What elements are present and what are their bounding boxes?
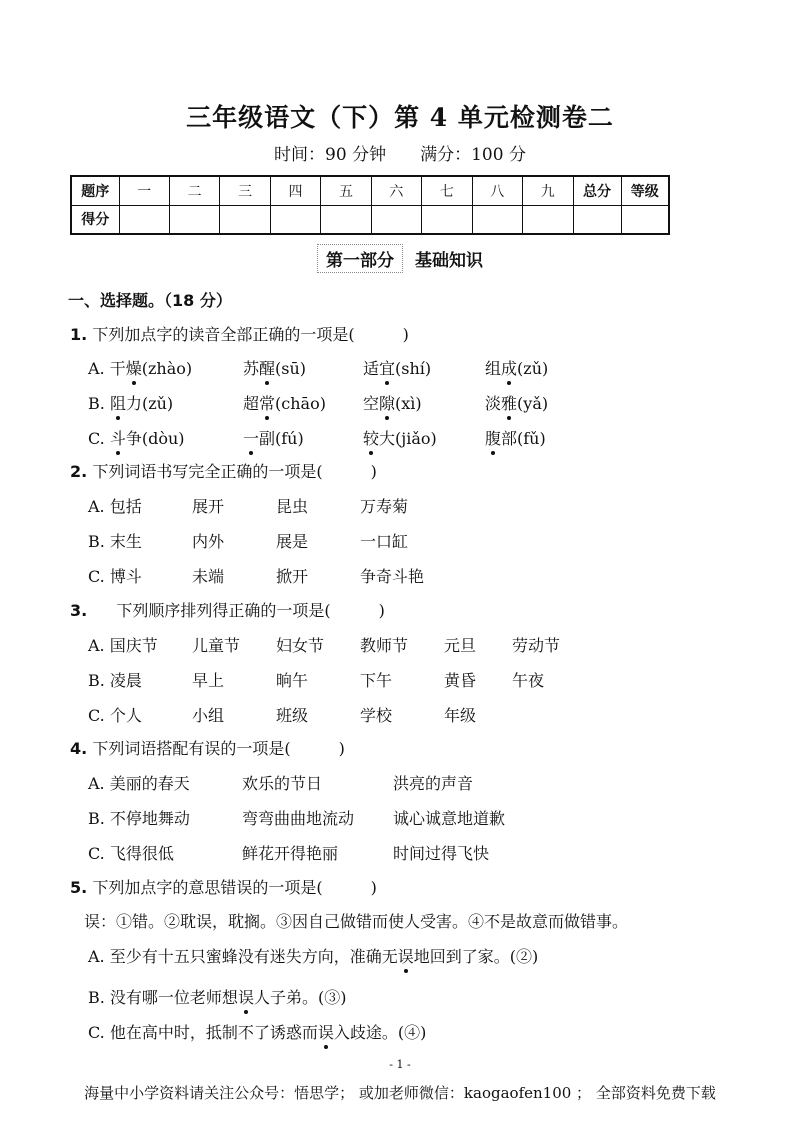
option-item: A. 国庆节 bbox=[88, 636, 158, 655]
score-table-score-row bbox=[71, 205, 669, 234]
question-paren-close: ) bbox=[378, 601, 385, 620]
col-total: 总分 bbox=[573, 176, 621, 205]
question-text: 下列加点字的意思错误的一项是( bbox=[92, 878, 323, 897]
dotted-char: 斗 bbox=[110, 426, 126, 449]
question-text: 下列词语搭配有误的一项是( bbox=[92, 739, 291, 758]
score-cell bbox=[422, 205, 472, 234]
time-limit: 时间：90 分钟 bbox=[274, 145, 387, 165]
question-number: 4. bbox=[70, 739, 88, 758]
score-table-header-row bbox=[71, 176, 669, 205]
part-label: 第一部分 bbox=[317, 244, 403, 273]
question-paren-close: ) bbox=[402, 325, 409, 344]
option-item: 争奇斗艳 bbox=[360, 567, 425, 586]
option-item: 早上 bbox=[192, 671, 225, 690]
option-item: 班级 bbox=[276, 706, 309, 725]
question-text: 下列词语书写完全正确的一项是( bbox=[92, 462, 323, 481]
question-paren-close: ) bbox=[370, 878, 377, 897]
col-3: 三 bbox=[220, 176, 270, 205]
dotted-char: 误 bbox=[238, 985, 254, 1008]
dotted-char: 误 bbox=[398, 944, 414, 967]
dotted-char: 常 bbox=[259, 391, 275, 414]
option-item: 淡雅(yǎ) bbox=[485, 391, 548, 414]
option-item: B. 阻力(zǔ) bbox=[88, 391, 173, 414]
col-7: 七 bbox=[422, 176, 472, 205]
option-item: 超常(chāo) bbox=[243, 391, 326, 414]
option-item: 一口缸 bbox=[360, 532, 409, 551]
dotted-char: 较 bbox=[363, 426, 379, 449]
score-cell bbox=[321, 205, 371, 234]
option-item: 洪亮的声音 bbox=[393, 774, 474, 793]
question-number: 3. bbox=[70, 601, 88, 620]
dotted-char: 隙 bbox=[379, 391, 395, 414]
option-item: 较大(jiǎo) bbox=[363, 426, 437, 449]
option-item: 展开 bbox=[192, 497, 225, 516]
option-item: B. 不停地舞动 bbox=[88, 809, 190, 828]
option-b: B. 没有哪一位老师想误人子弟。(③) bbox=[88, 985, 346, 1008]
option-item: A. 美丽的春天 bbox=[88, 774, 190, 793]
option-item: 儿童节 bbox=[192, 636, 241, 655]
dotted-char: 醒 bbox=[259, 356, 275, 379]
option-item: 劳动节 bbox=[512, 636, 561, 655]
option-item: 昆虫 bbox=[276, 497, 309, 516]
option-item: 弯弯曲曲地流动 bbox=[242, 809, 355, 828]
col-2: 二 bbox=[169, 176, 219, 205]
col-6: 六 bbox=[371, 176, 421, 205]
option-item: C. 个人 bbox=[88, 706, 142, 725]
option-item: 黄昏 bbox=[444, 671, 477, 690]
option-item: 空隙(xì) bbox=[363, 391, 422, 414]
option-item: 万寿菊 bbox=[360, 497, 409, 516]
option-item: 鲜花开得艳丽 bbox=[242, 844, 339, 863]
col-9: 九 bbox=[523, 176, 574, 205]
option-item: 晌午 bbox=[276, 671, 309, 690]
option-item: 组成(zǔ) bbox=[485, 356, 548, 379]
col-grade: 等级 bbox=[621, 176, 669, 205]
full-score: 满分：100 分 bbox=[420, 145, 526, 165]
col-1: 一 bbox=[119, 176, 169, 205]
dotted-char: 宜 bbox=[379, 356, 395, 379]
score-cell bbox=[169, 205, 219, 234]
option-item: B. 末生 bbox=[88, 532, 142, 551]
option-item: 展是 bbox=[276, 532, 309, 551]
exam-info bbox=[0, 140, 800, 165]
definition-line: 误：①错。②耽误，耽搁。③因自己做错而使人受害。④不是故意而做错事。 bbox=[84, 912, 629, 931]
page-number: - 1 - bbox=[389, 1058, 411, 1071]
question-4 bbox=[70, 736, 345, 759]
option-item: 适宜(shí) bbox=[363, 356, 431, 379]
score-cell bbox=[270, 205, 320, 234]
option-item: 午夜 bbox=[512, 671, 545, 690]
question-5 bbox=[70, 875, 377, 898]
dotted-char: 阻 bbox=[110, 391, 126, 414]
section-heading: 一、选择题。（18 分） bbox=[68, 291, 232, 310]
col-8: 八 bbox=[472, 176, 522, 205]
question-number: 2. bbox=[70, 462, 88, 481]
question-text: 下列顺序排列得正确的一项是( bbox=[116, 601, 331, 620]
option-item: 教师节 bbox=[360, 636, 409, 655]
option-item: 妇女节 bbox=[276, 636, 325, 655]
option-item: A. 包括 bbox=[88, 497, 142, 516]
question-2 bbox=[70, 459, 377, 482]
option-item: 时间过得飞快 bbox=[393, 844, 490, 863]
question-paren-close: ) bbox=[338, 739, 345, 758]
score-cell bbox=[523, 205, 574, 234]
score-cell bbox=[220, 205, 270, 234]
part-title: 基础知识 bbox=[415, 251, 483, 271]
option-item: 小组 bbox=[192, 706, 225, 725]
option-item: B. 凌晨 bbox=[88, 671, 142, 690]
dotted-char: 雅 bbox=[501, 391, 517, 414]
question-paren-close: ) bbox=[370, 462, 377, 481]
question-1 bbox=[70, 322, 409, 345]
dotted-char: 误 bbox=[318, 1020, 334, 1043]
dotted-char: 腹 bbox=[485, 426, 501, 449]
col-4: 四 bbox=[270, 176, 320, 205]
score-cell bbox=[119, 205, 169, 234]
option-item: 苏醒(sū) bbox=[243, 356, 306, 379]
option-item: 掀开 bbox=[276, 567, 309, 586]
score-cell bbox=[573, 205, 621, 234]
col-5: 五 bbox=[321, 176, 371, 205]
option-item: 年级 bbox=[444, 706, 477, 725]
option-item: 未端 bbox=[192, 567, 225, 586]
row-header-score: 得分 bbox=[71, 205, 119, 234]
footer-note: 海量中小学资料请关注公众号：悟思学； 或加老师微信：kaogaofen100 ； 全部资料免费下载 bbox=[84, 1084, 716, 1102]
dotted-char: 燥 bbox=[126, 356, 142, 379]
option-item: 一副(fú) bbox=[243, 426, 304, 449]
option-item: 学校 bbox=[360, 706, 393, 725]
option-item: 腹部(fǔ) bbox=[485, 426, 546, 449]
option-item: 诚心诚意地道歉 bbox=[393, 809, 506, 828]
option-item: 下午 bbox=[360, 671, 393, 690]
score-cell bbox=[371, 205, 421, 234]
score-cell bbox=[621, 205, 669, 234]
option-item: A. 干燥(zhào) bbox=[88, 356, 192, 379]
question-number: 1. bbox=[70, 325, 88, 344]
question-3 bbox=[70, 598, 385, 621]
score-table bbox=[70, 175, 670, 235]
question-number: 5. bbox=[70, 878, 88, 897]
row-header-order: 题序 bbox=[71, 176, 119, 205]
dotted-char: 一 bbox=[243, 426, 259, 449]
page-title: 三年级语文（下）第 4 单元检测卷二 bbox=[186, 103, 614, 132]
part-heading bbox=[0, 244, 800, 273]
option-item: C. 博斗 bbox=[88, 567, 142, 586]
dotted-char: 成 bbox=[501, 356, 517, 379]
option-c: C. 他在高中时，抵制不了诱惑而误入歧途。(④) bbox=[88, 1020, 426, 1043]
score-cell bbox=[472, 205, 522, 234]
option-item: 内外 bbox=[192, 532, 225, 551]
option-item: 元旦 bbox=[444, 636, 477, 655]
option-item: 欢乐的节日 bbox=[242, 774, 323, 793]
question-text: 下列加点字的读音全部正确的一项是( bbox=[92, 325, 355, 344]
option-item: C. 斗争(dòu) bbox=[88, 426, 185, 449]
option-a: A. 至少有十五只蜜蜂没有迷失方向，准确无误地回到了家。(②) bbox=[88, 944, 538, 967]
option-item: C. 飞得很低 bbox=[88, 844, 174, 863]
